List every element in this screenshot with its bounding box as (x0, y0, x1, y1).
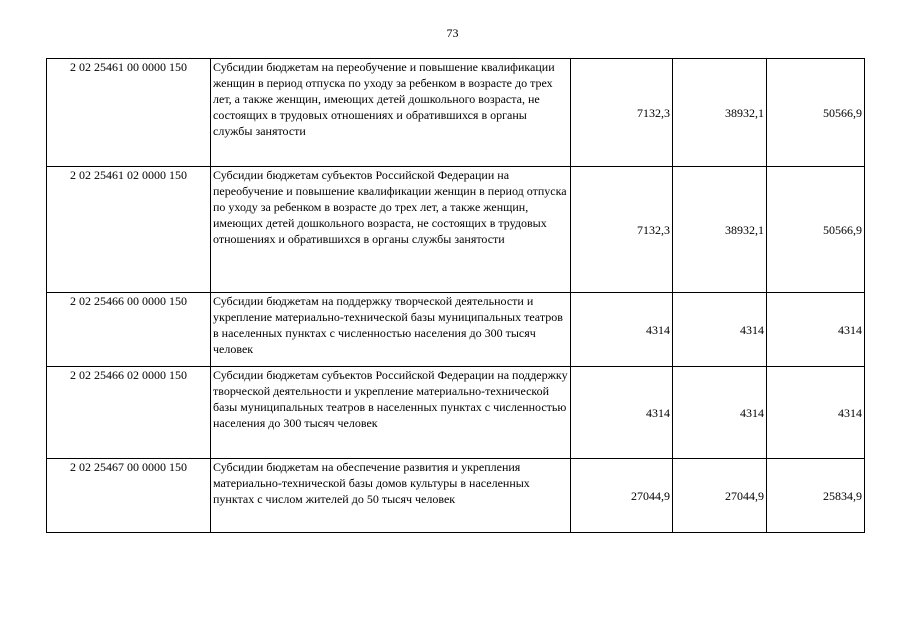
table-row (47, 59, 865, 167)
value-cell-year-3: 50566,9 (767, 167, 865, 293)
page-number: 73 (446, 26, 459, 40)
table-row (47, 367, 865, 459)
description-cell: Субсидии бюджетам на переобучение и повышение квалификации женщин в период отпуска по уходу за ребенком в возрасте до трех лет, а также женщин, имеющих детей дошкольного возраста, не состоящих в трудовых отношениях и обратившихся в органы службы занятости (211, 59, 571, 167)
value-cell-year-3: 4314 (767, 367, 865, 459)
description-cell: Субсидии бюджетам на поддержку творческой деятельности и укрепление материально-технической базы муниципальных театров в населенных пунктах с численностью населения до 300 тысяч человек (211, 293, 571, 367)
description-cell: Субсидии бюджетам субъектов Российской Федерации на переобучение и повышение квалификации женщин в период отпуска по уходу за ребенком в возрасте до трех лет, а также женщин, имеющих детей дошкольного возраста, не состоящих в трудовых отношениях и обратившихся в органы службы занятости (211, 167, 571, 293)
table-row (47, 459, 865, 533)
value-cell-year-2: 38932,1 (673, 59, 767, 167)
budget-code-cell: 2 02 25467 00 0000 150 (47, 459, 211, 533)
value-cell-year-2: 4314 (673, 367, 767, 459)
value-cell-year-1: 4314 (571, 293, 673, 367)
budget-code-cell: 2 02 25461 02 0000 150 (47, 167, 211, 293)
budget-code-cell: 2 02 25461 00 0000 150 (47, 59, 211, 167)
value-cell-year-2: 4314 (673, 293, 767, 367)
value-cell-year-3: 50566,9 (767, 59, 865, 167)
budget-table (46, 58, 865, 533)
value-cell-year-3: 4314 (767, 293, 865, 367)
value-cell-year-1: 7132,3 (571, 59, 673, 167)
table-row (47, 293, 865, 367)
budget-code-cell: 2 02 25466 00 0000 150 (47, 293, 211, 367)
description-cell: Субсидии бюджетам на обеспечение развития и укрепления материально-технической базы домов культуры в населенных пунктах с числом жителей до 50 тысяч человек (211, 459, 571, 533)
value-cell-year-2: 27044,9 (673, 459, 767, 533)
budget-code-cell: 2 02 25466 02 0000 150 (47, 367, 211, 459)
table-row (47, 167, 865, 293)
value-cell-year-3: 25834,9 (767, 459, 865, 533)
value-cell-year-1: 7132,3 (571, 167, 673, 293)
value-cell-year-2: 38932,1 (673, 167, 767, 293)
description-cell: Субсидии бюджетам субъектов Российской Федерации на поддержку творческой деятельности и укрепление материально-технической базы муниципальных театров в населенных пунктах с численностью населения до 300 тысяч человек (211, 367, 571, 459)
value-cell-year-1: 27044,9 (571, 459, 673, 533)
value-cell-year-1: 4314 (571, 367, 673, 459)
